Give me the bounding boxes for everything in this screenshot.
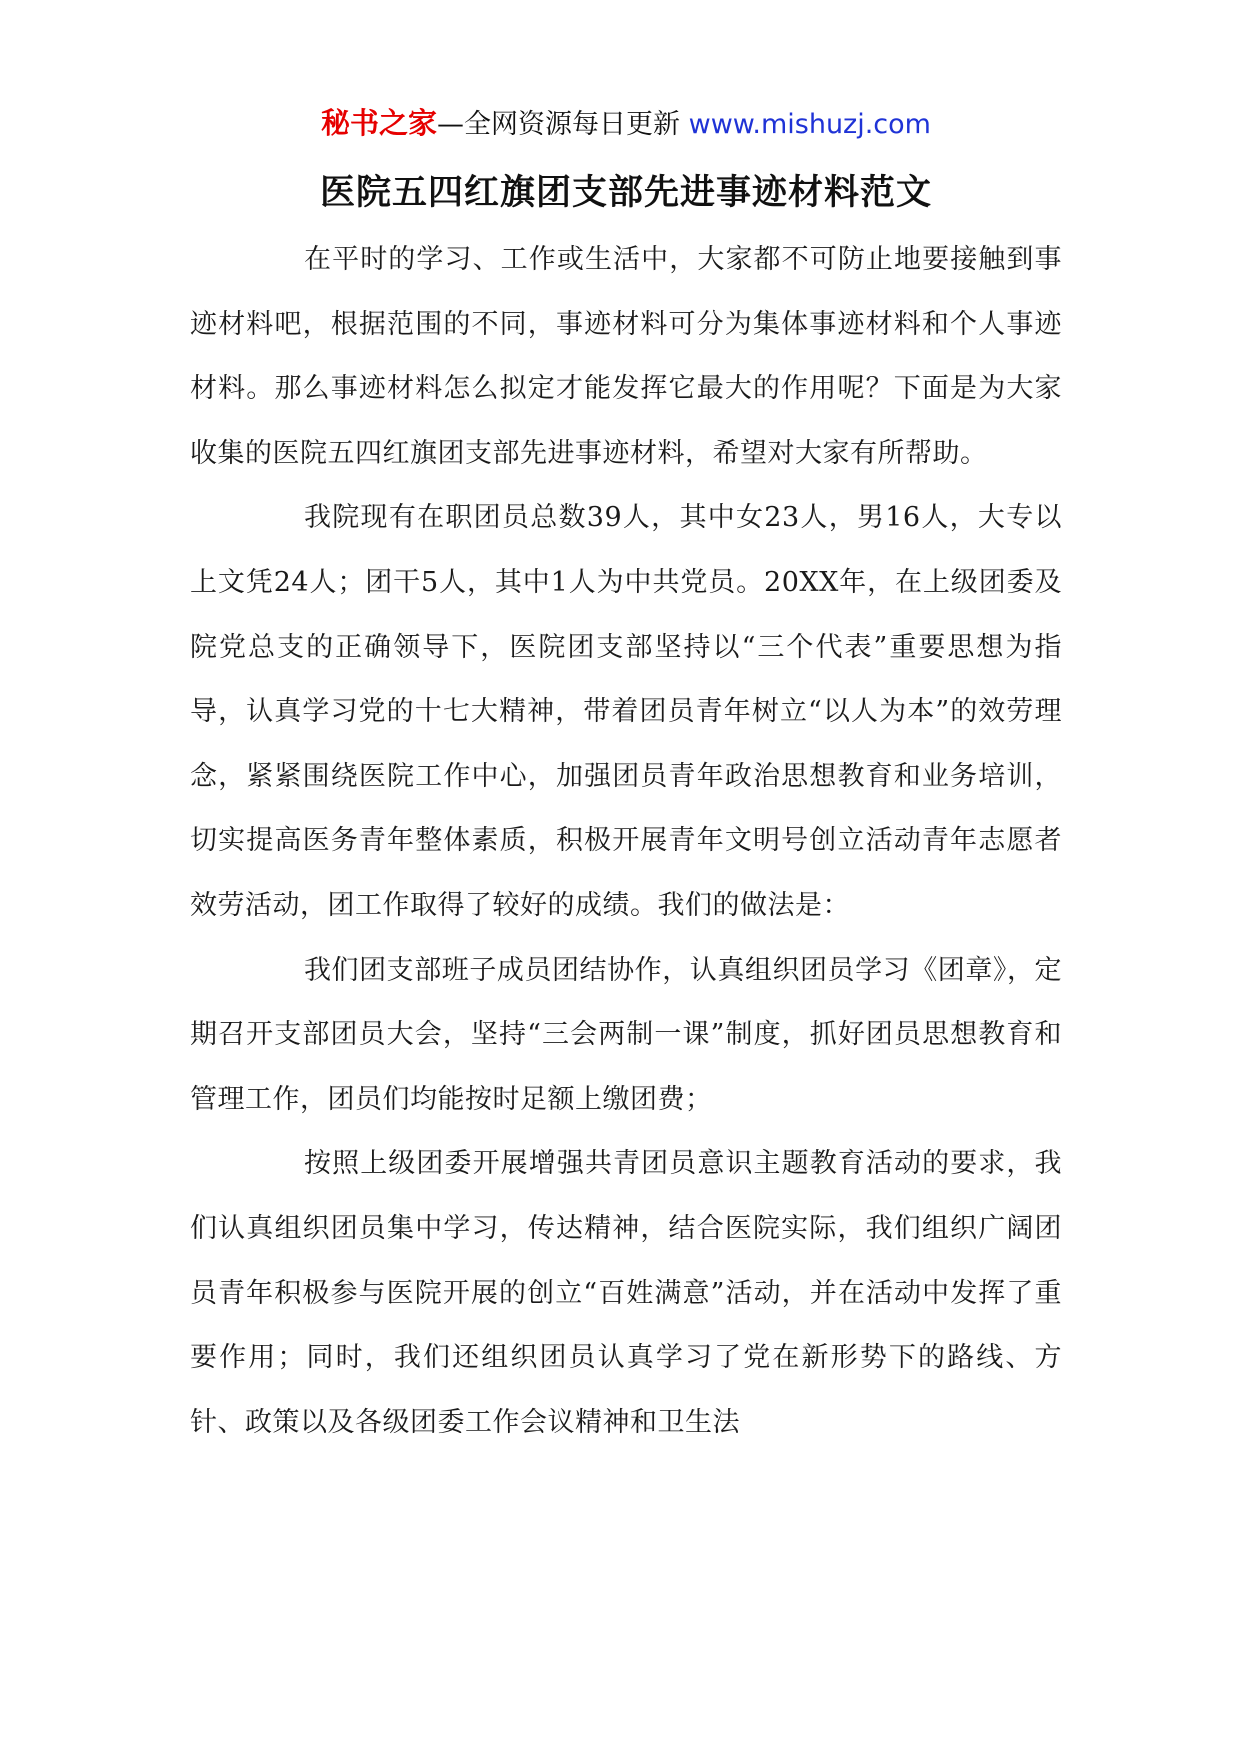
header-tagline: —全网资源每日更新 [437, 109, 689, 140]
paragraph-organization: 我们团支部班子成员团结协作，认真组织团员学习《团章》，定期召开支部团员大会，坚持“三会两制一课”制度，抓好团员思想教育和管理工作，团员们均能按时足额上缴团费； [190, 954, 1062, 1115]
brand-name: 秘书之家 [321, 106, 438, 140]
site-header [190, 100, 1062, 146]
site-url-link[interactable]: www.mishuzj.com [688, 109, 931, 140]
document-title: 医院五四红旗团支部先进事迹材料范文 [319, 173, 932, 213]
paragraph-education: 按照上级团委开展增强共青团员意识主题教育活动的要求，我们认真组织团员集中学习，传达精神，结合医院实际，我们组织广阔团员青年积极参与医院开展的创立“百姓满意”活动，并在活动中发挥了重要作用；同时，我们还组织团员认真学习了党在新形势下的路线、方针、政策以及各级团委工作会议精神和卫生法 [190, 1148, 1062, 1438]
document-body [190, 228, 1062, 1455]
paragraph-overview: 我院现有在职团员总数39人，其中女23人，男16人，大专以上文凭24人；团干5人，其中1人为中共党员。20XX年，在上级团委及院党总支的正确领导下，医院团支部坚持以“三个代表”重要思想为指导，认真学习党的十七大精神，带着团员青年树立“以人为本”的效劳理念，紧紧围绕医院工作中心，加强团员青年政治思想教育和业务培训，切实提高医务青年整体素质，积极开展青年文明号创立活动青年志愿者效劳活动，团工作取得了较好的成绩。我们的做法是： [190, 502, 1062, 921]
paragraph-intro: 在平时的学习、工作或生活中，大家都不可防止地要接触到事迹材料吧，根据范围的不同，事迹材料可分为集体事迹材料和个人事迹材料。那么事迹材料怎么拟定才能发挥它最大的作用呢？下面是为大家收集的医院五四红旗团支部先进事迹材料，希望对大家有所帮助。 [190, 244, 1062, 469]
